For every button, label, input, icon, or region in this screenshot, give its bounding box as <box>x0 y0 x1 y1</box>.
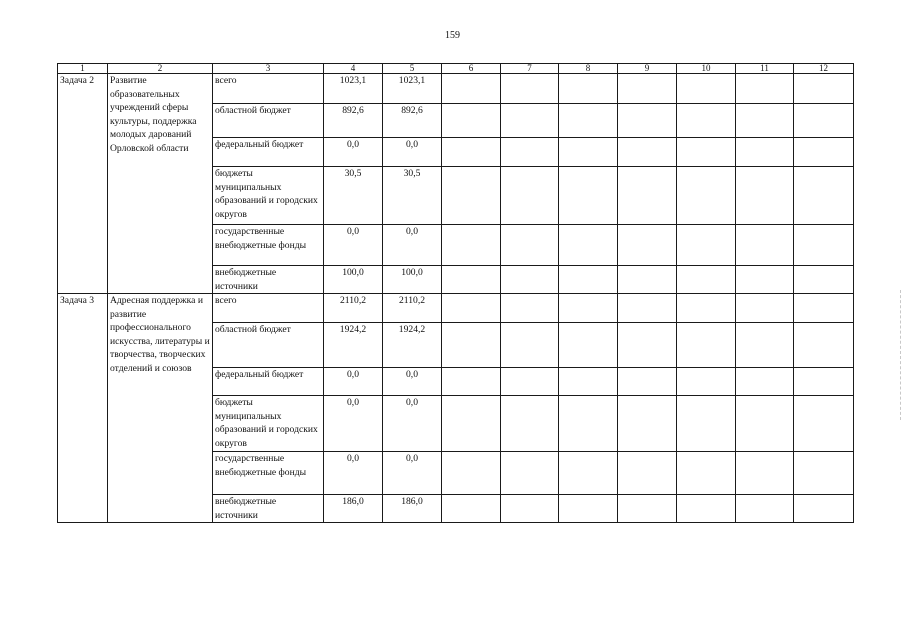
empty-cell <box>618 104 677 138</box>
amount-col5: 0,0 <box>383 138 442 167</box>
empty-cell <box>501 495 559 523</box>
empty-cell <box>559 396 618 452</box>
empty-cell <box>618 294 677 323</box>
empty-cell <box>677 266 736 294</box>
empty-cell <box>559 138 618 167</box>
empty-cell <box>559 225 618 266</box>
funding-source: федеральный бюджет <box>213 138 324 167</box>
amount-col5: 186,0 <box>383 495 442 523</box>
empty-cell <box>794 452 854 495</box>
empty-cell <box>559 452 618 495</box>
empty-cell <box>736 74 794 104</box>
empty-cell <box>501 104 559 138</box>
empty-cell <box>736 495 794 523</box>
empty-cell <box>736 167 794 225</box>
funding-source: федеральный бюджет <box>213 368 324 396</box>
empty-cell <box>677 104 736 138</box>
empty-cell <box>677 495 736 523</box>
amount-col4: 0,0 <box>324 225 383 266</box>
task-label: Задача 3 <box>58 294 108 523</box>
funding-source: областной бюджет <box>213 323 324 368</box>
empty-cell <box>618 266 677 294</box>
empty-cell <box>794 138 854 167</box>
empty-cell <box>794 104 854 138</box>
empty-cell <box>736 266 794 294</box>
empty-cell <box>442 294 501 323</box>
empty-cell <box>442 452 501 495</box>
empty-cell <box>618 74 677 104</box>
empty-cell <box>677 74 736 104</box>
amount-col5: 0,0 <box>383 452 442 495</box>
empty-cell <box>501 323 559 368</box>
empty-cell <box>501 167 559 225</box>
amount-col4: 0,0 <box>324 396 383 452</box>
empty-cell <box>794 396 854 452</box>
column-number: 12 <box>794 64 854 74</box>
amount-col4: 1924,2 <box>324 323 383 368</box>
funding-source: всего <box>213 74 324 104</box>
amount-col4: 2110,2 <box>324 294 383 323</box>
empty-cell <box>559 323 618 368</box>
amount-col4: 1023,1 <box>324 74 383 104</box>
empty-cell <box>442 167 501 225</box>
column-number-row <box>58 64 854 74</box>
empty-cell <box>677 294 736 323</box>
amount-col5: 0,0 <box>383 396 442 452</box>
empty-cell <box>736 452 794 495</box>
empty-cell <box>618 167 677 225</box>
empty-cell <box>559 495 618 523</box>
empty-cell <box>677 396 736 452</box>
empty-cell <box>618 396 677 452</box>
empty-cell <box>794 368 854 396</box>
column-number: 3 <box>213 64 324 74</box>
amount-col4: 30,5 <box>324 167 383 225</box>
page-number: 159 <box>445 30 460 41</box>
empty-cell <box>618 225 677 266</box>
empty-cell <box>794 323 854 368</box>
column-number: 5 <box>383 64 442 74</box>
empty-cell <box>618 368 677 396</box>
empty-cell <box>618 495 677 523</box>
table-row <box>58 294 854 323</box>
empty-cell <box>736 368 794 396</box>
amount-col5: 100,0 <box>383 266 442 294</box>
empty-cell <box>442 323 501 368</box>
empty-cell <box>677 368 736 396</box>
empty-cell <box>736 323 794 368</box>
column-number: 11 <box>736 64 794 74</box>
empty-cell <box>794 225 854 266</box>
empty-cell <box>736 225 794 266</box>
column-number: 6 <box>442 64 501 74</box>
empty-cell <box>501 225 559 266</box>
column-number: 10 <box>677 64 736 74</box>
amount-col4: 0,0 <box>324 138 383 167</box>
empty-cell <box>618 138 677 167</box>
empty-cell <box>442 138 501 167</box>
empty-cell <box>794 167 854 225</box>
empty-cell <box>677 225 736 266</box>
amount-col5: 892,6 <box>383 104 442 138</box>
empty-cell <box>442 495 501 523</box>
column-number: 8 <box>559 64 618 74</box>
amount-col4: 100,0 <box>324 266 383 294</box>
funding-source: бюджеты муниципальных образований и городских округов <box>213 396 324 452</box>
empty-cell <box>559 104 618 138</box>
task-description: Адресная поддержка и развитие профессионального искусства, литературы и творчества, творческих отделений и союзов <box>108 294 213 523</box>
column-number: 9 <box>618 64 677 74</box>
empty-cell <box>501 74 559 104</box>
empty-cell <box>794 294 854 323</box>
empty-cell <box>442 368 501 396</box>
amount-col4: 186,0 <box>324 495 383 523</box>
column-number: 7 <box>501 64 559 74</box>
empty-cell <box>559 368 618 396</box>
empty-cell <box>736 294 794 323</box>
empty-cell <box>559 294 618 323</box>
funding-source: внебюджетные источники <box>213 266 324 294</box>
scan-margin-mark <box>900 290 902 420</box>
empty-cell <box>677 323 736 368</box>
empty-cell <box>677 138 736 167</box>
amount-col5: 0,0 <box>383 225 442 266</box>
empty-cell <box>501 368 559 396</box>
empty-cell <box>618 452 677 495</box>
empty-cell <box>736 104 794 138</box>
funding-source: бюджеты муниципальных образований и городских округов <box>213 167 324 225</box>
amount-col4: 0,0 <box>324 452 383 495</box>
empty-cell <box>501 452 559 495</box>
empty-cell <box>501 138 559 167</box>
empty-cell <box>618 323 677 368</box>
funding-source: областной бюджет <box>213 104 324 138</box>
column-number: 2 <box>108 64 213 74</box>
task-description: Развитие образовательных учреждений сферы культуры, поддержка молодых дарований Орловской области <box>108 74 213 294</box>
empty-cell <box>677 167 736 225</box>
amount-col4: 0,0 <box>324 368 383 396</box>
amount-col5: 2110,2 <box>383 294 442 323</box>
empty-cell <box>794 266 854 294</box>
amount-col4: 892,6 <box>324 104 383 138</box>
empty-cell <box>501 266 559 294</box>
empty-cell <box>559 266 618 294</box>
empty-cell <box>736 138 794 167</box>
table-row <box>58 74 854 104</box>
empty-cell <box>501 294 559 323</box>
empty-cell <box>677 452 736 495</box>
empty-cell <box>501 396 559 452</box>
funding-source: всего <box>213 294 324 323</box>
empty-cell <box>736 396 794 452</box>
empty-cell <box>442 266 501 294</box>
amount-col5: 30,5 <box>383 167 442 225</box>
amount-col5: 1023,1 <box>383 74 442 104</box>
empty-cell <box>442 396 501 452</box>
funding-source: государственные внебюджетные фонды <box>213 452 324 495</box>
budget-table <box>57 63 854 523</box>
empty-cell <box>794 74 854 104</box>
task-label: Задача 2 <box>58 74 108 294</box>
empty-cell <box>559 74 618 104</box>
empty-cell <box>559 167 618 225</box>
empty-cell <box>442 74 501 104</box>
empty-cell <box>794 495 854 523</box>
funding-source: государственные внебюджетные фонды <box>213 225 324 266</box>
empty-cell <box>442 225 501 266</box>
funding-source: внебюджетные источники <box>213 495 324 523</box>
column-number: 4 <box>324 64 383 74</box>
empty-cell <box>442 104 501 138</box>
amount-col5: 1924,2 <box>383 323 442 368</box>
column-number: 1 <box>58 64 108 74</box>
amount-col5: 0,0 <box>383 368 442 396</box>
